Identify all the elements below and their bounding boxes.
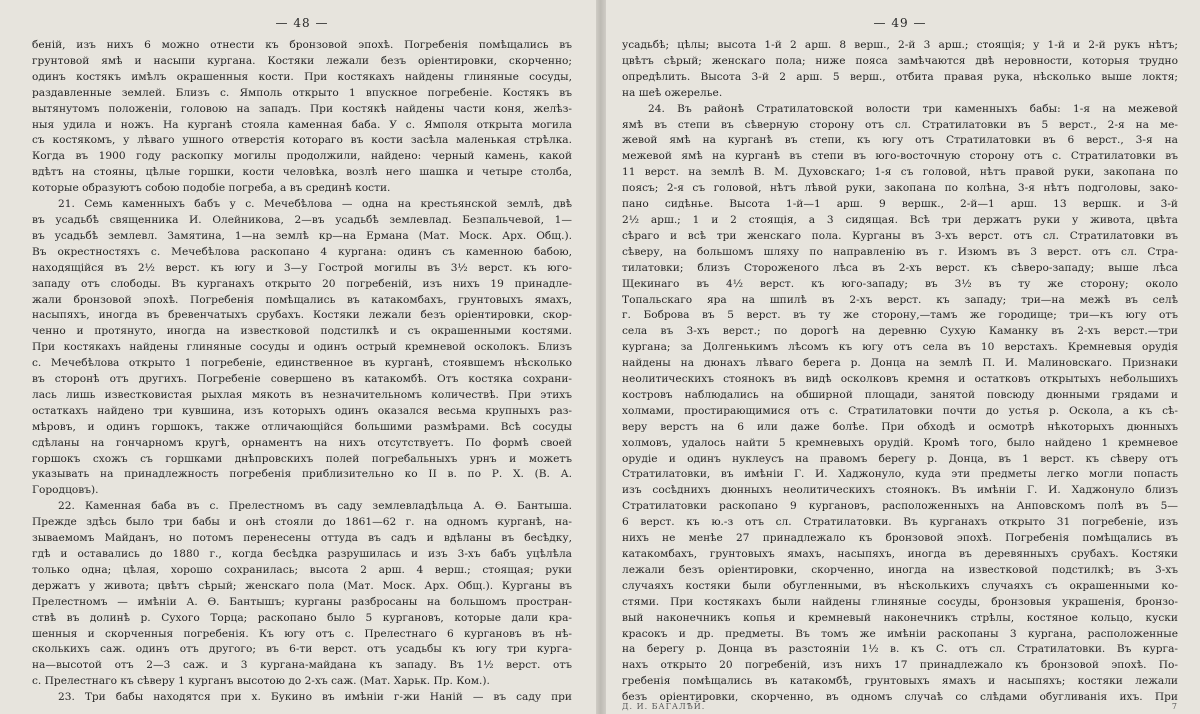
- page-number-left: — 48 —: [275, 16, 329, 30]
- text-line: поясъ; 2-я съ головой, нѣтъ лѣвой руки, закопана по колѣна, 3-я нѣтъ подголовы, зако-: [622, 182, 1178, 195]
- text-line: держатъ у живота; цвѣтъ сѣрый; женскаго пола (Мат. Моск. Арх. Общ.). Курганы въ: [32, 579, 572, 592]
- text-line: веру верстъ на 6 или даже болѣе. При обходѣ и осмотрѣ нѣкоторыхъ дюнныхъ: [622, 420, 1178, 433]
- text-line: остаткахъ найдено три кувшина, изъ которыхъ одинъ оказался весьма крупныхъ раз-: [32, 404, 572, 417]
- text-line: 23. Три бабы находятся при х. Букино въ имѣніи г-жи Наній — въ саду при: [58, 691, 572, 704]
- text-line: усадьбѣ; цѣлы; высота 1-й 2 арш. 8 верш., 2-й 3 арш.; стоящія; у 1-й и 2-й рукъ нѣтъ;: [622, 39, 1178, 51]
- text-line: вытянутомъ положеніи, головою на западъ. При костякѣ найдены части коня, желѣз-: [32, 102, 572, 115]
- text-line: указывать на принадлежность погребенія приблизительно ко II в. по Р. Х. (В. А.: [32, 468, 572, 481]
- text-line: Прелестномъ — имѣніи А. Ѳ. Бантышъ; курганы разбросаны на большомъ простран-: [32, 595, 572, 608]
- text-line: которые образуютъ собою подобіе погреба, а въ срединѣ кости.: [32, 182, 391, 195]
- text-line: цвѣтъ сѣрый; женскаго пола; ниже пояса замѣчаются двѣ неровности, которыя трудно: [622, 54, 1178, 67]
- footer-sheet-number: 7: [1171, 702, 1178, 711]
- text-line: горшокъ схожъ съ горшками днѣпровскихъ полей погребальныхъ урнъ и можетъ: [32, 452, 572, 465]
- text-line: с. Мечебѣлова открыто 1 погребеніе, единственное въ курганѣ, стоявшемъ нѣсколько: [32, 357, 572, 370]
- text-line: грунтовой ямѣ и насыпи кургана. Костяки лежали безъ оріентировки, скорченно;: [32, 54, 572, 67]
- text-line: только одна; цѣлая, хорошо сохранилась; высота 2 арш. 4 верш.; стоящая; руки: [32, 563, 572, 576]
- left-page: [0, 0, 598, 714]
- text-line: 2½ арш.; 1 и 2 стоящія, а 3 сидящая. Всѣ три держатъ руки у живота, цвѣта: [622, 213, 1178, 226]
- text-line: сдѣланы на гончарномъ кругѣ, орнаментъ на нихъ отсутствуетъ. По формѣ своей: [32, 436, 572, 449]
- text-line: катакомбахъ, грунтовыхъ ямахъ, насыпяхъ, иногда въ деревянныхъ срубахъ. Костяки: [622, 548, 1178, 560]
- text-line: опредѣлить. Высота 3-й 2 арш. 5 верш., отбита правая рука, нѣсколько выше локтя;: [622, 70, 1178, 83]
- text-line: 21. Семь каменныхъ бабъ у с. Мечебѣлова — одна на крестьянской землѣ, двѣ: [58, 198, 572, 211]
- text-line: холмами, простирающимися отъ с. Стратилатовки почти до устья р. Оскола, а къ сѣ-: [622, 404, 1178, 417]
- text-line: случаяхъ костяки были обугленными, въ нѣсколькихъ случаяхъ съ окрашенными ко-: [622, 579, 1178, 592]
- text-line: пано сидѣнье. Высота 1-й—1 арш. 9 вершк., 2-й—1 арш. 13 вершк. и 3-й: [622, 198, 1178, 211]
- text-line: сѣверу, на большомъ шляху по направленію въ г. Изюмъ въ 3 верст. отъ сл. Стра-: [622, 245, 1178, 258]
- text-line: костровъ наблюдались на обширной площади, занятой повсюду дюнными грядами и: [622, 388, 1178, 401]
- text-line: с. Прелестнаго къ сѣверу 1 курганъ высотою до 2-хъ саж. (Мат. Харьк. Пр. Ком.).: [32, 675, 490, 688]
- text-line: беній, изъ нихъ 6 можно отнести къ бронзовой эпохѣ. Погребенія помѣщались въ: [32, 39, 572, 51]
- text-line: мѣровъ, и одинъ горшокъ, также отличающійся большими размѣрами. Всѣ сосуды: [32, 420, 572, 433]
- text-line: села въ 3-хъ верст.; по дорогѣ на деревню Сухую Каманку въ 2-хъ верст.—три: [622, 325, 1178, 338]
- text-line: на шеѣ ожерелье.: [622, 86, 723, 99]
- text-line: межевой ямѣ на курганѣ въ степи въ юго-восточную сторону отъ с. Стратилатовки въ: [622, 150, 1178, 163]
- text-line: западу отъ слободы. Въ курганахъ открыто 20 погребеній, изъ нихъ 19 принадле-: [32, 277, 572, 290]
- text-line: 11 верст. на землѣ В. М. Духовскаго; 1-я съ головой, нѣтъ правой руки, закопана по: [622, 166, 1178, 179]
- text-line: въ сторонѣ отъ другихъ. Погребеніе совершено въ катакомбѣ. Отъ костяка сохрани-: [32, 373, 572, 386]
- text-line: Топальскаго яра на шпилѣ въ 2-хъ верст. къ западу; три—на межѣ въ селѣ: [622, 293, 1178, 306]
- text-line: стями. При костякахъ были найдены глиняные сосуды, бронзовыя украшенія, бронзо-: [622, 595, 1178, 608]
- text-line: Въ окрестностяхъ с. Мечебѣлова раскопано 4 кургана: одинъ съ каменною бабою,: [32, 245, 572, 258]
- text-line: ченно и протянуто, иногда на известковой подстилкѣ и съ окрашенными костями.: [32, 325, 572, 338]
- text-line: на—высотой отъ 2—3 саж. и 3 кургана-майдана къ западу. Въ 1½ верст. отъ: [32, 659, 572, 672]
- text-line: гдѣ и оставались до 1880 г., когда бесѣдка разрушилась и изъ 3-хъ бабъ уцѣлѣла: [32, 548, 572, 560]
- text-line: 24. Въ районѣ Стратилатовской волости три каменныхъ бабы: 1-я на межевой: [648, 102, 1178, 115]
- text-line: Городцовъ).: [32, 484, 99, 497]
- footer-signature: Д. И. БАГАЛѢЙ.: [622, 702, 706, 711]
- text-line: ямѣ въ степи въ сѣверную сторону отъ сл. Стратилатовки въ 5 верст., 2-я на ме-: [622, 118, 1178, 131]
- text-line: Стратилатовки, въ имѣніи Г. И. Хаджонуло, куда эти предметы легко могли попасть: [622, 468, 1178, 481]
- text-line: При костякахъ найдены глиняные сосуды и одинъ острый кремневой осколокъ. Близъ: [32, 341, 572, 354]
- book-gutter: [596, 0, 606, 714]
- text-line: одинъ костякъ имѣлъ окрашенныя кости. При костякахъ найдены глиняные сосуды,: [32, 70, 572, 83]
- page-number-right: — 49 —: [873, 16, 927, 30]
- text-line: Когда въ 1900 году раскопку могилы продолжили, найдено: черный камень, какой: [32, 150, 572, 163]
- text-line: нахъ открыто 20 погребеній, изъ нихъ 17 принадлежало къ бронзовой эпохѣ. По-: [622, 659, 1178, 672]
- text-line: гребенія помѣщались въ катакомбѣ, грунтовыхъ ямахъ и насыпяхъ; костяки лежали: [622, 675, 1178, 688]
- page-footer: [622, 702, 1178, 711]
- text-line: вый наконечникъ копья и кремневый наконечникъ стрѣлы, костяное кольцо, куски: [622, 611, 1178, 624]
- text-line: холмовъ, удалось найти 5 кремневыхъ орудій. Кромѣ того, было найдено 1 кремневое: [622, 436, 1178, 449]
- text-line: вдѣтъ на стояны, цѣлые горшки, кости человѣка, возлѣ него шашка и четыре столба,: [32, 166, 572, 179]
- text-line: ствѣ въ долинѣ р. Сухого Торца; раскопано было 5 кургановъ, которые дали кра-: [32, 611, 572, 624]
- text-line: шенныя и скорченныя погребенія. Къ югу отъ с. Прелестнаго 6 кургановъ въ нѣ-: [32, 627, 572, 640]
- text-line: Прежде здѣсь было три бабы и онѣ стояли до 1861—62 г. на одномъ курганѣ, на-: [32, 516, 572, 529]
- text-line: зываемомъ Майданъ, но потомъ перенесены оттуда въ садъ и вдѣланы въ бесѣдку,: [32, 532, 572, 545]
- right-page-text: [622, 38, 1178, 706]
- text-line: жевой ямѣ на курганѣ въ степи, къ югу отъ Стратилатовки въ 6 верст., 3-я на: [622, 134, 1178, 147]
- text-line: красокъ и др. предметы. Въ томъ же имѣніи раскопаны 3 кургана, расположенные: [622, 627, 1178, 640]
- text-line: Стратилатовки раскопано 9 кургановъ, расположенныхъ на Анповскомъ полѣ въ 5—: [622, 500, 1178, 513]
- text-line: тилатовки; близъ Стороженого лѣса въ 2-хъ верст. къ сѣверо-западу; выше лѣса: [622, 261, 1178, 274]
- text-line: находящійся въ 2½ верст. къ югу и 3—у Гострой могилы въ 3½ верст. къ юго-: [32, 261, 572, 274]
- text-line: орудіе и одинъ нуклеусъ на правомъ берегу р. Донца, въ 1 верст. къ сѣверу отъ: [622, 452, 1178, 465]
- text-line: кургана; за Долгенькимъ лѣсомъ къ югу отъ села въ 10 верстахъ. Кремневыя орудія: [622, 341, 1178, 354]
- text-line: найдены на дюнахъ лѣваго берега р. Донца на землѣ П. И. Малиновскаго. Признаки: [622, 357, 1178, 370]
- text-line: 22. Каменная баба въ с. Прелестномъ въ саду землевладѣльца А. Ѳ. Бантыша.: [58, 500, 572, 513]
- text-line: въ усадьбѣ землевл. Замятина, 1—на землѣ кр—на Ермана (Мат. Моск. Арх. Общ.).: [32, 229, 572, 242]
- text-line: безъ оріентировки, скорченно, въ одномъ случаѣ со слѣдами обугливанія ихъ. При: [622, 691, 1178, 704]
- text-line: нихъ не менѣе 27 принадлежало къ бронзовой эпохѣ. Погребенія помѣщались въ: [622, 532, 1178, 545]
- text-line: съ костякомъ, у лѣваго ушного отверстія котораго въ кости засѣла маленькая стрѣлка.: [32, 134, 572, 147]
- text-line: лась лишь известковистая рыхлая мякоть въ незначительномъ количествѣ. При этихъ: [32, 388, 572, 401]
- left-page-text: [32, 38, 572, 706]
- text-line: въ усадьбѣ священника И. Олейникова, 2—въ усадьбѣ землевлад. Безпальчевой, 1—: [32, 213, 572, 226]
- text-line: сколькихъ саж. одинъ отъ другого; въ 6-ти верст. отъ усадьбы къ югу три курга-: [32, 643, 572, 656]
- text-line: г. Боброва въ 5 верст. въ ту же сторону,—тамъ же городище; три—къ югу отъ: [622, 309, 1178, 322]
- text-line: раздавленные землей. Близъ с. Ямполь открыто 1 впускное погребеніе. Костякъ въ: [32, 86, 572, 99]
- text-line: жали бронзовой эпохѣ. Погребенія помѣщались въ катакомбахъ, грунтовыхъ ямахъ,: [32, 293, 572, 306]
- text-line: сѣраго и всѣ три женскаго пола. Курганы въ 3-хъ верст. отъ сл. Стратилатовки въ: [622, 229, 1178, 242]
- text-line: изъ сосѣднихъ дюнныхъ неолитическихъ стоянокъ. Въ имѣніи Г. И. Хаджонуло близъ: [622, 484, 1178, 497]
- text-line: неолитическихъ стоянокъ въ видѣ осколковъ кремня и остатковъ открытыхъ небольшихъ: [622, 373, 1178, 386]
- text-line: на берегу р. Донца въ разстояніи 1½ в. къ С. отъ сл. Стратилатовки. Въ курга-: [622, 643, 1178, 656]
- text-line: насыпяхъ, иногда въ бревенчатыхъ срубахъ. Костяки лежали безъ оріентировки, скор-: [32, 309, 572, 322]
- right-page: [598, 0, 1200, 714]
- text-line: 6 верст. къ ю.-з отъ сл. Стратилатовки. Въ курганахъ открыто 31 погребеніе, изъ: [622, 516, 1178, 529]
- text-line: ныя удила и ножъ. На курганѣ стояла каменная баба. У с. Ямполя открыта могила: [32, 118, 572, 131]
- text-line: Щекинаго въ 4½ верст. къ юго-западу; въ 3½ въ ту же сторону; около: [622, 277, 1178, 290]
- text-line: лежали безъ оріентировки, скорченно, иногда на известковой подстилкѣ; въ 3-хъ: [622, 563, 1178, 576]
